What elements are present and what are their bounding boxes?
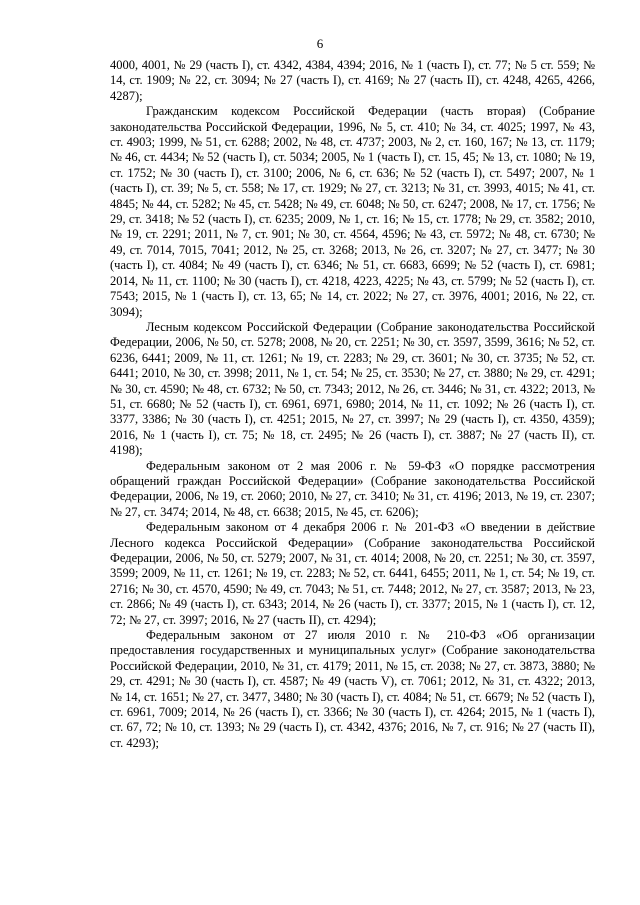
- document-body: [110, 58, 595, 751]
- paragraph-forest-code: Лесным кодексом Российской Федерации (Собрание законодательства Российской Федерации, 2006, № 50, ст. 5278; 2008, № 20, ст. 2251; № 30, ст. 3597, 3599, 3616; № 52, ст. 6236, 6441; 2009, № 11, ст. 1261; № 19, ст. 2283; № 29, ст. 3601; № 30, ст. 3735; № 52, ст. 6441; 2010, № 30, ст. 3998; 2011, № 1, ст. 54; № 25, ст. 3530; № 27, ст. 3880; № 29, ст. 4291; № 30, ст. 4590; № 48, ст. 6732; № 50, ст. 7343; 2012, № 26, ст. 3446; № 31, ст. 4322; 2013, № 51, ст. 6680; № 52 (часть I), ст. 6961, 6971, 6980; 2014, № 11, ст. 1092; № 26 (часть I), ст. 3377, 3386; № 30 (часть I), ст. 4251; 2015, № 27, ст. 3997; № 29 (часть I), ст. 4350, 4359); 2016, № 1 (часть I), ст. 75; № 18, ст. 2495; № 26 (часть I), ст. 3887; № 27 (часть II), ст. 4198);: [110, 319, 595, 458]
- paragraph-law-59: Федеральным законом от 2 мая 2006 г. № 59-ФЗ «О порядке рассмотрения обращений граждан Российской Федерации» (Собрание законодательства Российской Федерации, 2006, № 19, ст. 2060; 2010, № 27, ст. 3410; № 31, ст. 4196; 2013, № 19, ст. 2307; № 27, ст. 3474; 2014, № 48, ст. 6638; 2015, № 45, ст. 6206);: [110, 458, 595, 519]
- paragraph-civil-code: Гражданским кодексом Российской Федерации (часть вторая) (Собрание законодательства Российской Федерации, 1996, № 5, ст. 410; № 34, ст. 4025; 1997, № 43, ст. 4903; 1999, № 51, ст. 6288; 2002, № 48, ст. 4737; 2003, № 2, ст. 160, 167; № 13, ст. 1179; № 46, ст. 4434; № 52 (часть I), ст. 5034; 2005, № 1 (часть I), ст. 15, 45; № 13, ст. 1080; № 19, ст. 1752; № 30 (часть I), ст. 3100; 2006, № 6, ст. 636; № 52 (часть I), ст. 5497; 2007, № 1 (часть I), ст. 39; № 5, ст. 558; № 17, ст. 1929; № 27, ст. 3213; № 31, ст. 3993, 4015; № 41, ст. 4845; № 44, ст. 5282; № 45, ст. 5428; № 49, ст. 6048; № 50, ст. 6247; 2008, № 17, ст. 1756; № 29, ст. 3418; № 52 (часть I), ст. 6235; 2009, № 1, ст. 16; № 15, ст. 1778; № 29, ст. 3582; 2010, № 19, ст. 2291; 2011, № 7, ст. 901; № 30, ст. 4564, 4596; № 43, ст. 5972; № 48, ст. 6730; № 49, ст. 7014, 7015, 7041; 2012, № 25, ст. 3268; 2013, № 26, ст. 3207; № 27, ст. 3477; № 30 (часть I), ст. 4084; № 49 (часть I), ст. 6346; № 51, ст. 6683, 6699; № 52 (часть I), ст. 6981; 2014, № 11, ст. 1100; № 30 (часть I), ст. 4218, 4223, 4225; № 43, ст. 5799; № 52 (часть I), ст. 7543; 2015, № 1 (часть I), ст. 13, 65; № 14, ст. 2022; № 27, ст. 3976, 4001; 2016, № 22, ст. 3094);: [110, 104, 595, 319]
- page-number: 6: [316, 36, 324, 51]
- paragraph-law-210: Федеральным законом от 27 июля 2010 г. № 210-ФЗ «Об организации предоставления государственных и муниципальных услуг» (Собрание законодательства Российской Федерации, 2010, № 31, ст. 4179; 2011, № 15, ст. 2038; № 27, ст. 3873, 3880; № 29, ст. 4291; № 30 (часть I), ст. 4587; № 49 (часть V), ст. 7061; 2012, № 31, ст. 4322; 2013, № 14, ст. 1651; № 27, ст. 3477, 3480; № 30 (часть I), ст. 4084; № 51, ст. 6679; № 52 (часть I), ст. 6961, 7009; 2014, № 26 (часть I), ст. 3366; № 30 (часть I), ст. 4264; 2015, № 1 (часть I), ст. 67, 72; № 10, ст. 1393; № 29 (часть I), ст. 4342, 4376; 2016, № 7, ст. 916; № 27 (часть II), ст. 4293);: [110, 628, 595, 750]
- paragraph-continuation: 4000, 4001, № 29 (часть I), ст. 4342, 4384, 4394; 2016, № 1 (часть I), ст. 77; № 5 ст. 559; № 14, ст. 1909; № 22, ст. 3094; № 27 (часть I), ст. 4169; № 27 (часть II), ст. 4248, 4265, 4266, 4287);: [110, 58, 595, 103]
- paragraph-law-201: Федеральным законом от 4 декабря 2006 г. № 201-ФЗ «О введении в действие Лесного кодекса Российской Федерации» (Собрание законодательства Российской Федерации, 2006, № 50, ст. 5279; 2007, № 31, ст. 4014; 2008, № 20, ст. 2251; № 30, ст. 3597, 3599; 2009, № 11, ст. 1261; № 19, ст. 2283; № 52, ст. 6441, 6455; 2011, № 1, ст. 54; № 19, ст. 2716; № 30, ст. 4570, 4590; № 49, ст. 7043; № 51, ст. 7448; 2012, № 27, ст. 3587; 2013, № 23, ст. 2866; № 49 (часть I), ст. 6343; 2014, № 26 (часть I), ст. 3377; 2015, № 1 (часть I), ст. 12, 72; № 27, ст. 3997; 2016, № 27 (часть II), ст. 4294);: [110, 520, 595, 627]
